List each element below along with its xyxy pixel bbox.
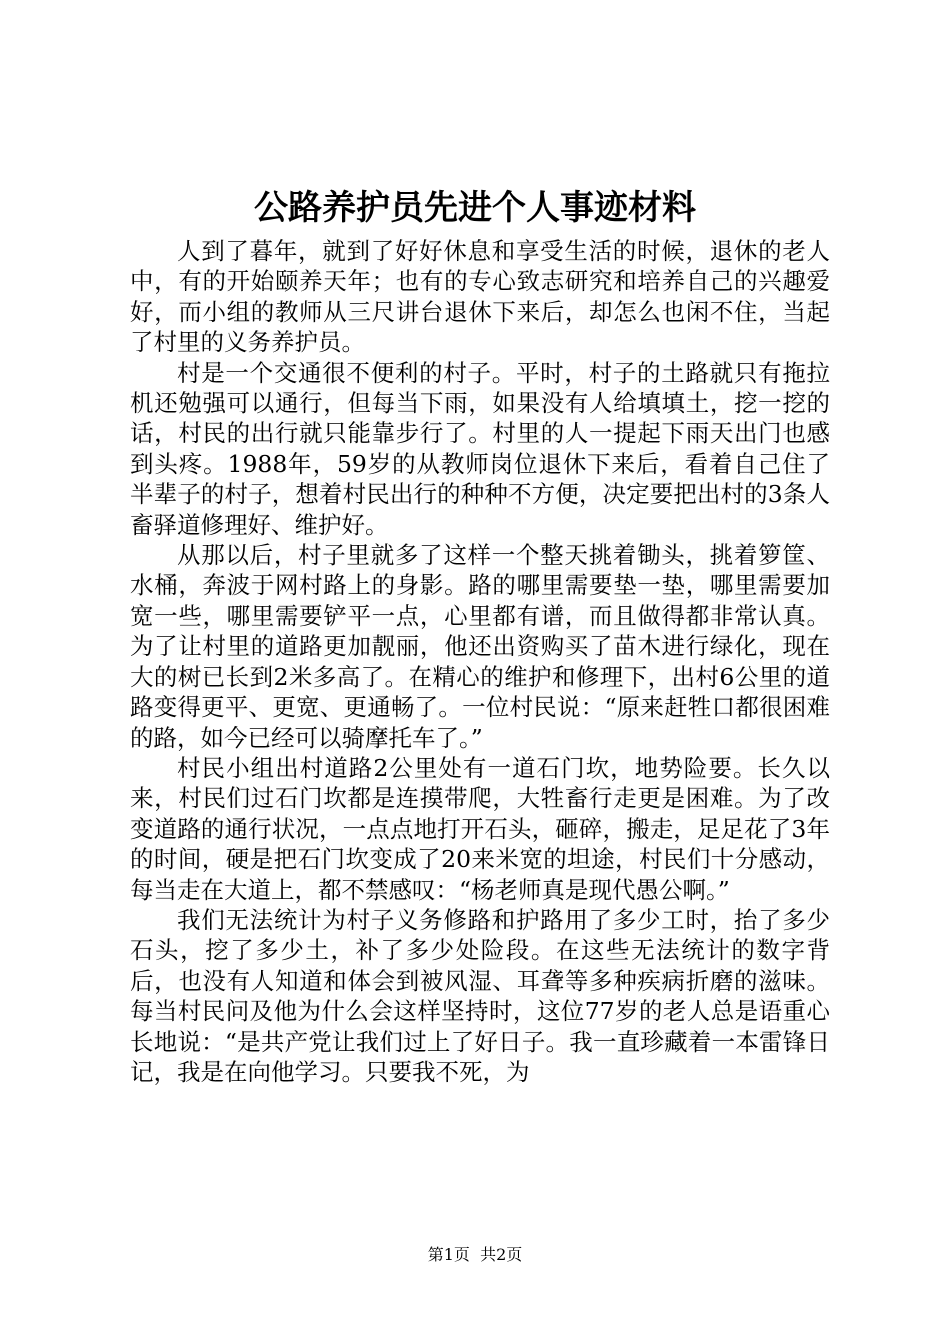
document-body: [130, 236, 830, 1087]
paragraph: 我们无法统计为村子义务修路和护路用了多少工时，抬了多少石头，挖了多少土，补了多少处险段。在这些无法统计的数字背后，也没有人知道和体会到被风湿、耳聋等多种疾病折磨的滋味。每当村民问及他为什么会这样坚持时，这位77岁的老人总是语重心长地说：“是共产党让我们过上了好日子。我一直珍藏着一本雷锋日记，我是在向他学习。只要我不死，为: [130, 905, 830, 1086]
paragraph: 从那以后，村子里就多了这样一个整天挑着锄头，挑着箩筐、水桶，奔波于网村路上的身影。路的哪里需要垫一垫，哪里需要加宽一些，哪里需要铲平一点，心里都有谱，而且做得都非常认真。为了让村里的道路更加靓丽，他还出资购买了苗木进行绿化，现在大的树已长到2米多高了。在精心的维护和修理下，出村6公里的道路变得更平、更宽、更通畅了。一位村民说：“原来赶牲口都很困难的路，如今已经可以骑摩托车了。”: [130, 541, 830, 752]
paragraph: 村民小组出村道路2公里处有一道石门坎，地势险要。长久以来，村民们过石门坎都是连摸带爬，大牲畜行走更是困难。为了改变道路的通行状况，一点点地打开石头，砸碎，搬走，足足花了3年的时间，硬是把石门坎变成了20来米宽的坦途，村民们十分感动，每当走在大道上，都不禁感叹：“杨老师真是现代愚公啊。”: [130, 753, 830, 904]
paragraph: 村是一个交通很不便利的村子。平时，村子的土路就只有拖拉机还勉强可以通行，但每当下雨，如果没有人给填填土，挖一挖的话，村民的出行就只能靠步行了。村里的人一提起下雨天出门也感到头疼。1988年，59岁的从教师岗位退休下来后，看着自己住了半辈子的村子，想着村民出行的种种不方便，决定要把出村的3条人畜驿道修理好、维护好。: [130, 358, 830, 539]
document-title: 公路养护员先进个人事迹材料: [254, 188, 696, 228]
paragraph: 人到了暮年，就到了好好休息和享受生活的时候，退休的老人中，有的开始颐养天年；也有的专心致志研究和培养自己的兴趣爱好，而小组的教师从三尺讲台退休下来后，却怎么也闲不住，当起了村里的义务养护员。: [130, 237, 830, 357]
page-number-footer: 第1页 共2页: [427, 1245, 523, 1264]
